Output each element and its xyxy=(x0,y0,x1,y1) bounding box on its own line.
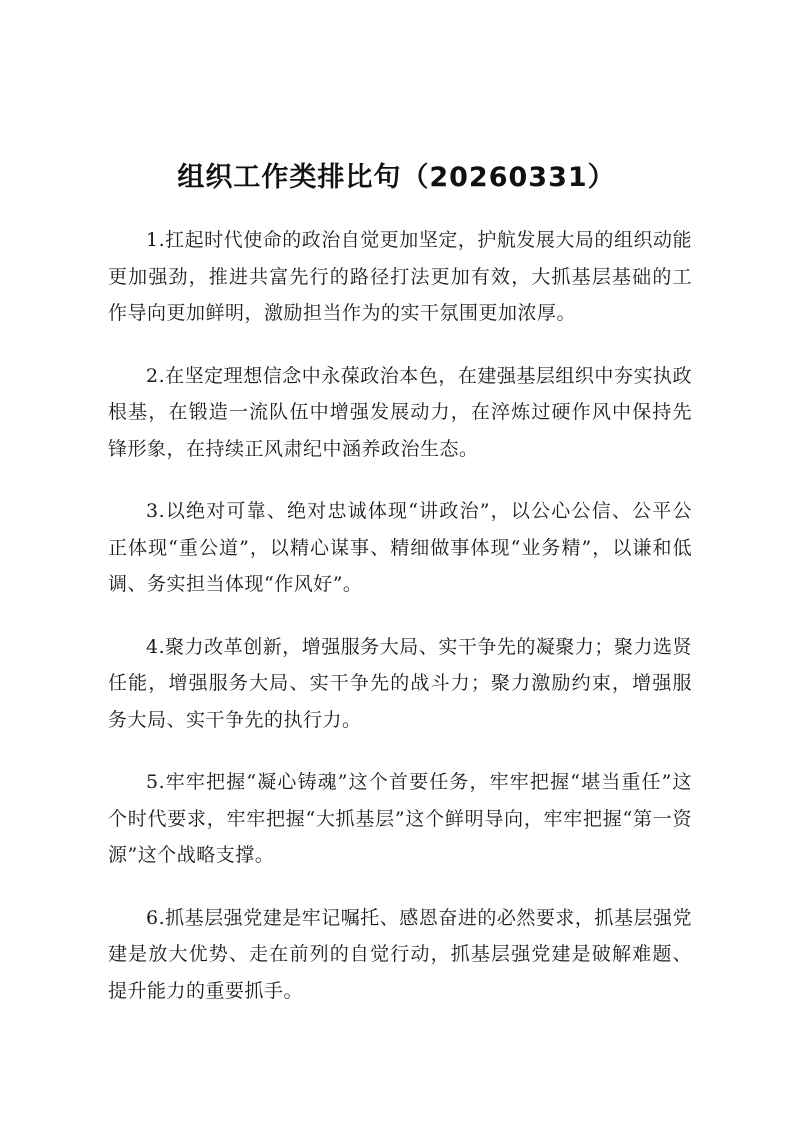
paragraph-2: 2.在坚定理想信念中永葆政治本色，在建强基层组织中夯实执政根基，在锻造一流队伍中增强发展动力，在淬炼过硬作风中保持先锋形象，在持续正风肃纪中涵养政治生态。 xyxy=(108,364,692,460)
paragraph-5: 5.牢牢把握“凝心铸魂”这个首要任务，牢牢把握“堪当重任”这个时代要求，牢牢把握“大抓基层”这个鲜明导向，牢牢把握“第一资源”这个战略支撑。 xyxy=(108,771,692,866)
paragraph-1: 1.扛起时代使命的政治自觉更加坚定，护航发展大局的组织动能更加强劲，推进共富先行的路径打法更加有效，大抓基层基础的工作导向更加鲜明，激励担当作为的实干氛围更加浓厚。 xyxy=(108,229,692,324)
document-title: 组织工作类排比句（20260331） xyxy=(177,162,616,194)
document-body xyxy=(108,222,692,1035)
paragraph-3: 3.以绝对可靠、绝对忠诚体现“讲政治”，以公心公信、公平公正体现“重公道”，以精心谋事、精细做事体现“业务精”，以谦和低调、务实担当体现“作风好”。 xyxy=(108,500,692,595)
paragraph-6: 6.抓基层强党建是牢记嘱托、感恩奋进的必然要求，抓基层强党建是放大优势、走在前列的自觉行动，抓基层强党建是破解难题、提升能力的重要抓手。 xyxy=(108,906,692,1002)
paragraph-4: 4.聚力改革创新，增强服务大局、实干争先的凝聚力；聚力选贤任能，增强服务大局、实干争先的战斗力；聚力激励约束，增强服务大局、实干争先的执行力。 xyxy=(108,635,692,731)
